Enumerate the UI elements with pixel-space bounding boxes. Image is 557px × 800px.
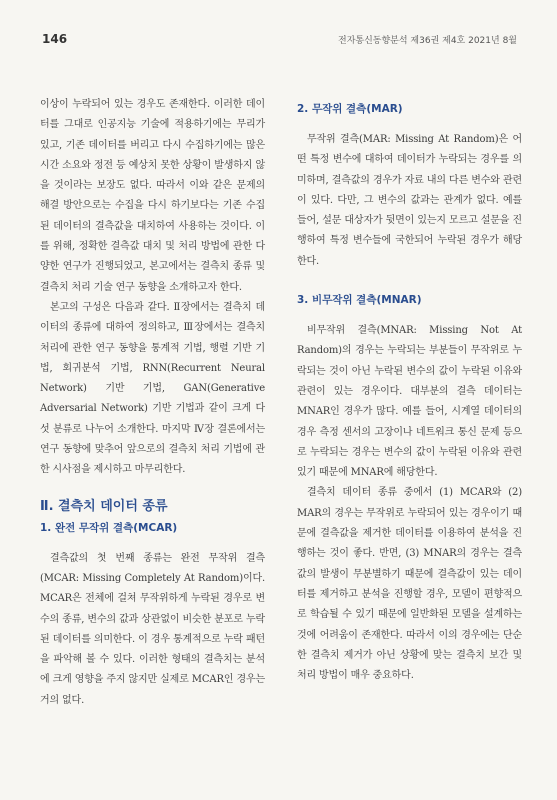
structure-paragraph: 본고의 구성은 다음과 같다. Ⅱ장에서는 결측치 데이터의 종류에 대하여 정의하고, Ⅲ장에서는 결측치 처리에 관한 연구 동향을 통계적 기법, 행렬 기반 기법, 회귀분석 기법, RNN(Recurrent Neural Network) 기반 기법, GAN(Generative Adversarial Network) 기반 기법과 같이 크게 다섯 분류로 나누어 소개한다. 마지막 Ⅳ장 결론에서는 연구 동향에 맞추어 앞으로의 결측치 처리 기법에 관한 시사점을 제시하고 마무리한다. xyxy=(40,301,265,476)
page-number: 146 xyxy=(42,32,68,46)
subsection-heading-mcar: 1. 완전 무작위 결측(MCAR) xyxy=(40,521,178,534)
mar-paragraph: 무작위 결측(MAR: Missing At Random)은 어떤 특정 변수에 대하여 데이터가 누락되는 경우를 의미하며, 결측값의 경우가 자료 내의 다른 변수와 관련이 있다. 다만, 그 변수의 값과는 관계가 없다. 예를 들어, 설문 대상자가 뒷면이 있는지 모르고 설문을 진행하여 특정 변수들에 국한되어 누락된 경우가 해당한다. xyxy=(297,134,522,267)
intro-paragraph: 이상이 누락되어 있는 경우도 존재한다. 이러한 데이터를 그대로 인공지능 기술에 적용하기에는 무리가 있고, 기존 데이터를 버리고 다시 수집하기에는 많은 시간 소요와 정전 등 예상치 못한 상황이 발생하지 않을 것이라는 보장도 없다. 따라서 이와 같은 문제의 해결 방안으로는 수집을 다시 하기보다는 기존 수집된 데이터의 결측값을 대치하여 사용하는 것이다. 이를 위해, 정확한 결측값 대치 및 처리 방법에 관한 다양한 연구가 진행되었고, 본고에서는 결측치 종류 및 결측치 처리 기술 연구 동향을 소개하고자 한다. xyxy=(40,99,265,293)
left-column xyxy=(40,95,265,711)
right-column xyxy=(297,95,522,686)
subsection-heading-mnar: 3. 비무작위 결측(MNAR) xyxy=(297,294,422,307)
running-header: 전자통신동향분석 제36권 제4호 2021년 8월 xyxy=(338,36,517,46)
subsection-heading-mar: 2. 무작위 결측(MAR) xyxy=(297,103,403,115)
mnar-paragraph: 비무작위 결측(MNAR: Missing Not At Random)의 경우는 누락되는 부분들이 무작위로 누락되는 것이 아닌 누락된 변수의 값이 누락된 이유와 관련이 있는 경우이다. 대부분의 결측 데이터는 MNAR인 경우가 많다. 예를 들어, 시계열 데이터의 경우 측정 센서의 고장이나 네트워크 통신 문제 등으로 누락되는 경우는 변수의 값이 누락된 이유와 관련 있기 때문에 MNAR에 해당한다. xyxy=(297,325,522,479)
closing-paragraph: 결측치 데이터 종류 중에서 (1) MCAR와 (2) MAR의 경우는 무작위로 누락되어 있는 경우이기 때문에 결측값을 제거한 데이터를 이용하여 분석을 진행하는 것이 좋다. 반면, (3) MNAR의 경우는 결측값의 발생이 무분별하기 때문에 결측값이 있는 데이터를 제거하고 분석을 진행할 경우, 모델이 편향적으로 학습될 수 있기 때문에 일반화된 모델을 설계하는 것에 어려움이 존재한다. 따라서 이의 경우에는 단순한 결측치 제거가 아닌 상황에 맞는 결측치 보간 및 처리 방법이 매우 중요하다. xyxy=(297,487,522,682)
mcar-paragraph: 결측값의 첫 번째 종류는 완전 무작위 결측(MCAR: Missing Completely At Random)이다. MCAR은 전체에 걸쳐 무작위하게 누락된 경우로 변수의 종류, 변수의 값과 상관없이 비슷한 분포로 누락된 데이터를 의미한다. 이 경우 통계적으로 누락 패턴을 파악해 볼 수 있다. 이러한 형태의 결측치는 분석에 크게 영향을 주지 않지만 실제로 MCAR인 경우는 거의 없다. xyxy=(40,552,265,706)
section-heading: Ⅱ. 결측치 데이터 종류 xyxy=(40,498,168,514)
